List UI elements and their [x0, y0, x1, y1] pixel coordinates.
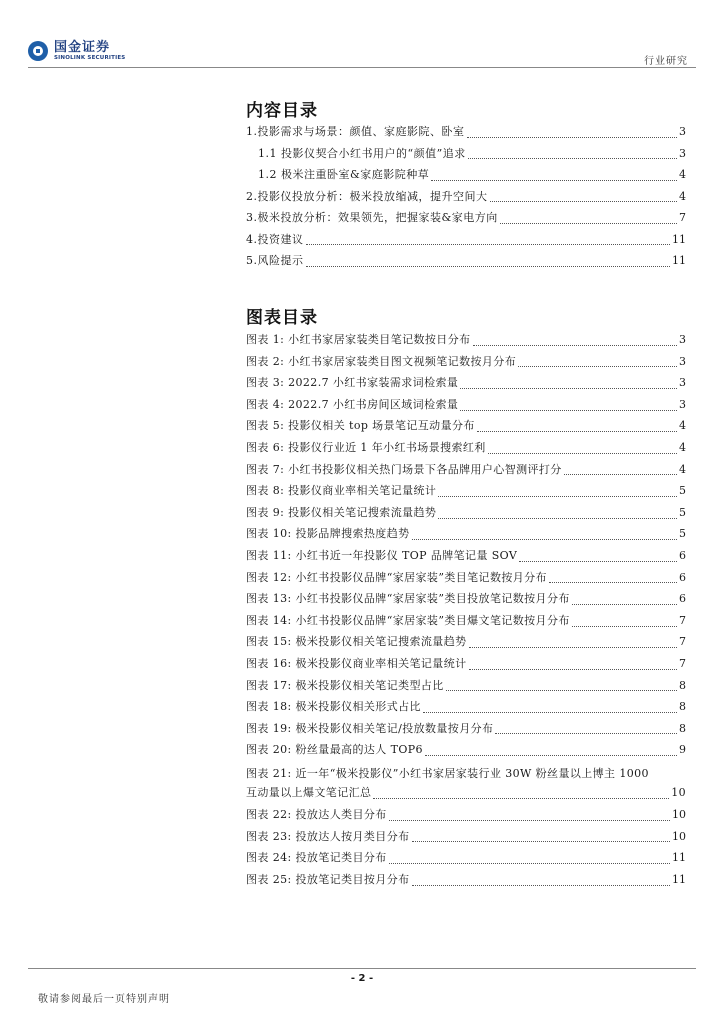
- dot-leader: [460, 403, 677, 411]
- toc-entry-page: 4: [679, 168, 686, 181]
- dot-leader: [477, 424, 677, 432]
- dot-leader: [572, 619, 677, 627]
- dot-leader: [518, 359, 677, 367]
- figure-entry-page: 11: [672, 872, 686, 886]
- dot-leader: [495, 726, 677, 734]
- figure-entry-page: 10: [672, 829, 686, 843]
- toc-entry-label: 4.投资建议: [246, 232, 304, 246]
- figure-entry-label: 图表 12: 小红书投影仪品牌“家居家装”类目笔记数按月分布: [246, 570, 547, 584]
- toc-entry[interactable]: [246, 209, 686, 231]
- figure-entry-page: 9: [679, 743, 686, 757]
- figure-list: [246, 331, 686, 892]
- figure-entry-page: 5: [679, 505, 686, 519]
- figure-entry-page: 3: [679, 376, 686, 390]
- header-divider: [28, 67, 696, 68]
- toc-entry-page: 3: [679, 146, 686, 160]
- figure-entry-label: 图表 7: 小红书投影仪相关热门场景下各品牌用户心智测评打分: [246, 462, 562, 476]
- toc-entry[interactable]: [246, 231, 686, 253]
- figure-entry-page: 6: [679, 592, 686, 606]
- toc-entry-label: 1.2 极米注重卧室&家庭影院种草: [258, 168, 430, 181]
- figure-entry-page: 7: [679, 635, 686, 649]
- figure-entry[interactable]: [246, 849, 686, 871]
- figure-entry[interactable]: [246, 612, 686, 634]
- figure-entry[interactable]: [246, 504, 686, 526]
- toc-entry[interactable]: [246, 145, 686, 167]
- figure-entry-page: 3: [679, 397, 686, 411]
- figure-entry-page: 7: [679, 656, 686, 670]
- figure-entry[interactable]: [246, 439, 686, 461]
- figure-entry-page: 6: [679, 548, 686, 562]
- toc-entry[interactable]: [246, 188, 686, 210]
- toc-entry-page: 7: [679, 211, 686, 224]
- toc-entry[interactable]: [246, 123, 686, 145]
- toc-entry-page: 11: [672, 254, 686, 267]
- dot-leader: [412, 878, 671, 886]
- dot-leader: [389, 813, 670, 821]
- page-header: [0, 0, 724, 72]
- figure-entry-page: 5: [679, 484, 686, 498]
- dot-leader: [460, 381, 677, 389]
- figure-entry-label-cont: 互动量以上爆文笔记汇总: [246, 786, 372, 800]
- toc-entry-label: 2.投影仪投放分析：极米投放缩减，提升空间大: [246, 189, 488, 203]
- toc-entry-page: 3: [679, 125, 686, 138]
- toc-entry-label: 3.极米投放分析：效果领先，把握家装&家电方向: [246, 211, 498, 224]
- toc-entry[interactable]: [246, 252, 686, 274]
- dot-leader: [373, 791, 669, 799]
- toc-entry-label: 1.投影需求与场景：颜值、家庭影院、卧室: [246, 125, 465, 138]
- figure-entry-page: 4: [679, 462, 686, 476]
- company-logo: [28, 41, 125, 62]
- figure-entry-label: 图表 15: 极米投影仪相关笔记搜索流量趋势: [246, 635, 467, 649]
- figure-entry[interactable]: [246, 677, 686, 699]
- figure-entry[interactable]: [246, 590, 686, 612]
- figure-entry-label: 图表 11: 小红书近一年投影仪 TOP 品牌笔记量 SOV: [246, 548, 518, 562]
- figure-entry-label: 图表 3: 2022.7 小红书家装需求词检索量: [246, 376, 459, 390]
- figure-entry-label: 图表 17: 极米投影仪相关笔记类型占比: [246, 678, 444, 692]
- figure-list-title: 图表目录: [246, 308, 318, 328]
- figure-entry[interactable]: [246, 720, 686, 742]
- toc-entry[interactable]: [246, 166, 686, 188]
- dot-leader: [468, 151, 677, 159]
- figure-entry-label: 图表 8: 投影仪商业率相关笔记量统计: [246, 484, 437, 498]
- dot-leader: [500, 216, 677, 224]
- figure-entry-page: 8: [679, 678, 686, 692]
- dot-leader: [490, 194, 678, 202]
- dot-leader: [467, 130, 678, 138]
- figure-entry[interactable]: [246, 547, 686, 569]
- figure-entry-label: 图表 25: 投放笔记类目按月分布: [246, 872, 410, 886]
- report-category: 行业研究: [644, 56, 688, 67]
- figure-entry[interactable]: [246, 569, 686, 591]
- dot-leader: [412, 834, 671, 842]
- dot-leader: [306, 259, 671, 267]
- figure-entry-page: 8: [679, 700, 686, 714]
- figure-entry-page: 3: [679, 333, 686, 346]
- figure-entry-label: 图表 10: 投影品牌搜索热度趋势: [246, 527, 410, 541]
- figure-entry[interactable]: [246, 417, 686, 439]
- dot-leader: [469, 640, 678, 648]
- dot-leader: [423, 705, 677, 713]
- figure-entry-page: 10: [671, 786, 686, 800]
- dot-leader: [412, 532, 678, 540]
- figure-entry-label: 图表 19: 极米投影仪相关笔记/投放数量按月分布: [246, 721, 494, 735]
- logo-en-text: SINOLINK SECURITIES: [54, 55, 126, 61]
- figure-entry-label: 图表 20: 粉丝量最高的达人 TOP6: [246, 743, 423, 757]
- disclaimer-text: 敬请参阅最后一页特别声明: [38, 994, 170, 1005]
- dot-leader: [572, 597, 677, 605]
- figure-entry-page: 5: [679, 527, 686, 541]
- figure-entry[interactable]: [246, 763, 686, 806]
- figure-entry[interactable]: [246, 806, 686, 828]
- figure-entry-page: 7: [679, 613, 686, 627]
- figure-entry-label: 图表 18: 极米投影仪相关形式占比: [246, 700, 421, 714]
- figure-entry-label: 图表 23: 投放达人按月类目分布: [246, 829, 410, 843]
- figure-entry-page: 10: [672, 808, 686, 822]
- figure-entry-page: 6: [679, 570, 686, 584]
- dot-leader: [438, 511, 677, 519]
- figure-entry-page: 3: [679, 354, 686, 368]
- figure-entry-label: 图表 24: 投放笔记类目分布: [246, 851, 387, 865]
- figure-entry-label: 图表 2: 小红书家居家装类目图文视频笔记数按月分布: [246, 354, 517, 368]
- dot-leader: [549, 575, 677, 583]
- figure-entry[interactable]: [246, 353, 686, 375]
- figure-entry-page: 8: [679, 721, 686, 735]
- table-of-contents: [246, 123, 686, 274]
- figure-entry-label: 图表 14: 小红书投影仪品牌“家居家装”类目爆文笔记数按月分布: [246, 613, 570, 627]
- dot-leader: [306, 237, 671, 245]
- figure-entry-page: 4: [679, 440, 686, 454]
- figure-entry[interactable]: [246, 396, 686, 418]
- toc-entry-label: 5.风险提示: [246, 254, 304, 267]
- figure-entry[interactable]: [246, 633, 686, 655]
- figure-entry[interactable]: [246, 741, 686, 763]
- dot-leader: [389, 856, 670, 864]
- figure-entry[interactable]: [246, 482, 686, 504]
- dot-leader: [564, 467, 677, 475]
- figure-entry-page: 4: [679, 419, 686, 433]
- page-number: - 2 -: [350, 973, 374, 984]
- figure-entry[interactable]: [246, 871, 686, 893]
- figure-entry-label: 图表 13: 小红书投影仪品牌“家居家装”类目投放笔记数按月分布: [246, 592, 570, 606]
- figure-entry-label: 图表 9: 投影仪相关笔记搜索流量趋势: [246, 505, 437, 519]
- dot-leader: [446, 683, 677, 691]
- dot-leader: [473, 338, 678, 346]
- figure-entry-label: 图表 1: 小红书家居家装类目笔记数按日分布: [246, 333, 471, 346]
- dot-leader: [469, 662, 678, 670]
- figure-entry[interactable]: [246, 331, 686, 353]
- dot-leader: [431, 173, 677, 181]
- figure-entry[interactable]: [246, 461, 686, 483]
- figure-entry-label: 图表 6: 投影仪行业近 1 年小红书场景搜索红利: [246, 440, 486, 454]
- figure-entry-page: 11: [672, 851, 686, 865]
- dot-leader: [488, 446, 677, 454]
- figure-entry[interactable]: [246, 698, 686, 720]
- toc-entry-page: 11: [672, 232, 686, 246]
- figure-entry-label: 图表 4: 2022.7 小红书房间区域词检索量: [246, 397, 459, 411]
- logo-icon: [28, 41, 48, 61]
- dot-leader: [519, 554, 677, 562]
- dot-leader: [438, 489, 677, 497]
- logo-cn-text: 国金证券: [54, 40, 111, 55]
- footer-divider: [28, 968, 696, 969]
- figure-entry-label: 图表 16: 极米投影仪商业率相关笔记量统计: [246, 656, 467, 670]
- figure-entry-label: 图表 5: 投影仪相关 top 场景笔记互动量分布: [246, 419, 475, 433]
- figure-entry[interactable]: [246, 525, 686, 547]
- toc-title: 内容目录: [246, 101, 318, 121]
- figure-entry-label: 图表 22: 投放达人类目分布: [246, 808, 387, 822]
- figure-entry[interactable]: [246, 655, 686, 677]
- dot-leader: [425, 748, 677, 756]
- toc-entry-page: 4: [679, 189, 686, 203]
- figure-entry[interactable]: [246, 374, 686, 396]
- toc-entry-label: 1.1 投影仪契合小红书用户的“颜值”追求: [258, 146, 466, 160]
- figure-entry-label: 图表 21: 近一年“极米投影仪”小红书家居家装行业 30W 粉丝量以上博主 1000: [246, 766, 649, 780]
- figure-entry[interactable]: [246, 828, 686, 850]
